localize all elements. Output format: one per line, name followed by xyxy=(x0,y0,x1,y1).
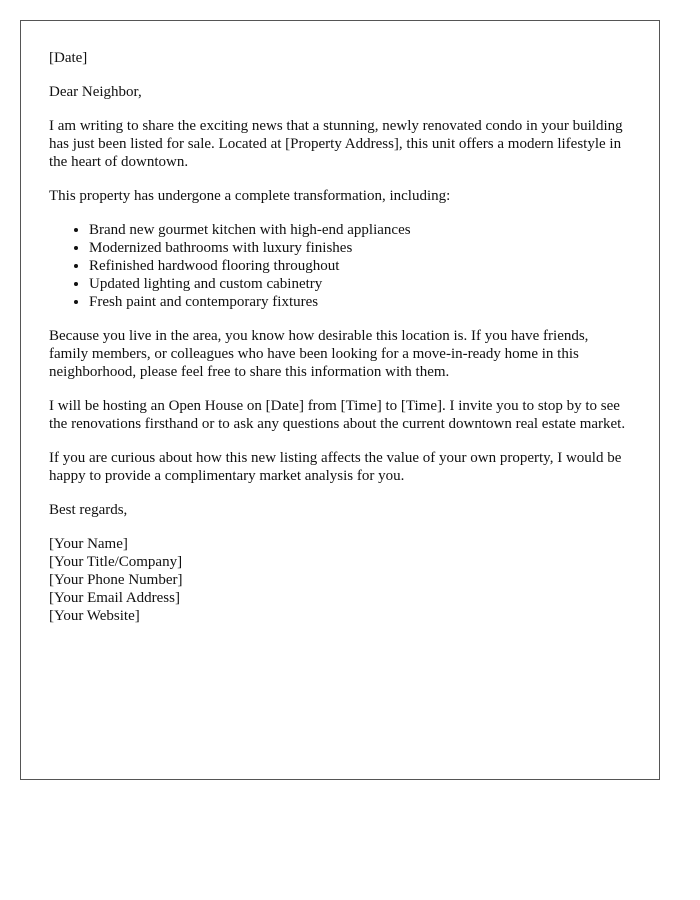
signature-phone: [Your Phone Number] xyxy=(49,572,183,588)
letter-page xyxy=(20,20,660,780)
market-analysis-paragraph: If you are curious about how this new listing affects the value of your own property, I would be happy to provide a complimentary market analysis for you. xyxy=(49,450,622,484)
feature-item-paint: • Fresh paint and contemporary fixtures xyxy=(89,293,631,311)
signature-title-company: [Your Title/Company] xyxy=(49,554,183,570)
open-house-paragraph: I will be hosting an Open House on [Date] from [Time] to [Time]. I invite you to stop by to see the renovations firsthand or to ask any questions about the current downtown real estate market. xyxy=(49,398,626,432)
feature-item-bathrooms: • Modernized bathrooms with luxury finishes xyxy=(89,239,631,257)
features-intro-paragraph: This property has undergone a complete transformation, including: xyxy=(49,188,451,204)
letter-date: [Date] xyxy=(49,50,88,66)
sign-off: Best regards, xyxy=(49,502,128,518)
referral-paragraph: Because you live in the area, you know how desirable this location is. If you have friends, family members, or colleagues who have been looking for a move-in-ready home in this neighborhood, please feel free to share this information with them. xyxy=(49,328,589,380)
features-list xyxy=(49,221,631,311)
feature-item-flooring: • Refinished hardwood flooring throughout xyxy=(89,257,631,275)
feature-item-kitchen: • Brand new gourmet kitchen with high-end appliances xyxy=(89,221,631,239)
signature-block xyxy=(49,535,631,625)
feature-item-lighting: • Updated lighting and custom cabinetry xyxy=(89,275,631,293)
signature-website: [Your Website] xyxy=(49,608,140,624)
intro-paragraph: I am writing to share the exciting news that a stunning, newly renovated condo in your building has just been listed for sale. Located at [Property Address], this unit offers a modern lifestyle in the heart of downtown. xyxy=(49,118,623,170)
signature-email: [Your Email Address] xyxy=(49,590,180,606)
letter-salutation: Dear Neighbor, xyxy=(49,84,142,100)
signature-name: [Your Name] xyxy=(49,536,128,552)
